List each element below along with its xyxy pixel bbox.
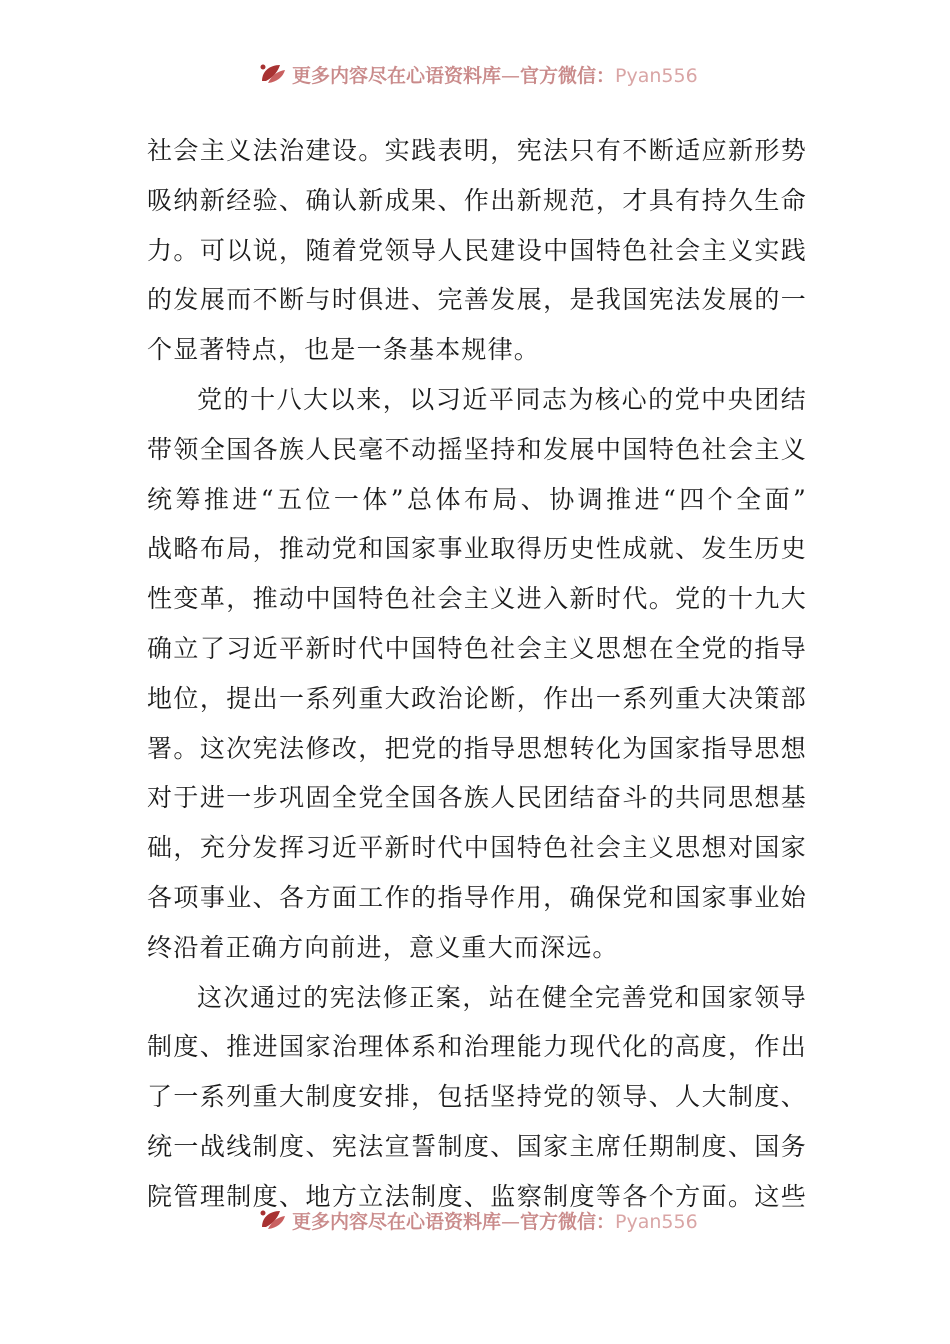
leaf-logo-icon: [258, 61, 288, 87]
text-line: 力。可以说，随着党领导人民建设中国特色社会主义实践: [147, 235, 807, 265]
watermark-id: Pyan556: [615, 1210, 698, 1233]
document-body: [147, 126, 807, 1222]
text-line: 制度、推进国家治理体系和治理能力现代化的高度，作出: [147, 1032, 807, 1062]
footer-watermark: [258, 1206, 698, 1234]
text-line: 终沿着正确方向前进，意义重大而深远。: [147, 932, 619, 962]
leaf-logo-icon: [258, 1207, 288, 1233]
text-line: 础，充分发挥习近平新时代中国特色社会主义思想对国家: [147, 833, 807, 863]
paragraph-start-line: 这次通过的宪法修正案，站在健全完善党和国家领导: [197, 982, 807, 1012]
text-line: 个显著特点，也是一条基本规律。: [147, 335, 541, 365]
watermark-separator: —: [501, 1210, 521, 1233]
text-line: 了一系列重大制度安排，包括坚持党的领导、人大制度、: [147, 1082, 807, 1112]
watermark-text: [292, 61, 698, 88]
text-line: 吸纳新经验、确认新成果、作出新规范，才具有持久生命: [147, 185, 807, 215]
text-line: 社会主义法治建设。实践表明，宪法只有不断适应新形势: [147, 136, 807, 165]
text-line: 带领全国各族人民毫不动摇坚持和发展中国特色社会主义: [147, 434, 807, 464]
watermark-suffix: 官方微信：: [520, 1210, 616, 1233]
watermark-text: [292, 1207, 698, 1234]
header-watermark: [258, 60, 698, 88]
text-line: 统一战线制度、宪法宣誓制度、国家主席任期制度、国务: [147, 1131, 807, 1161]
text-line: 确立了习近平新时代中国特色社会主义思想在全党的指导: [147, 633, 807, 663]
text-line: 院管理制度、地方立法制度、监察制度等各个方面。这些: [147, 1181, 807, 1211]
text-line: 地位，提出一系列重大政治论断，作出一系列重大决策部: [147, 683, 807, 713]
watermark-suffix: 官方微信：: [520, 64, 616, 87]
text-line: 性变革，推动中国特色社会主义进入新时代。党的十九大: [147, 584, 807, 614]
text-line: 统筹推进“五位一体”总体布局、协调推进“四个全面”: [147, 484, 807, 514]
watermark-title: 更多内容尽在心语资料库: [292, 1210, 502, 1233]
text-line: 战略布局，推动党和国家事业取得历史性成就、发生历史: [147, 534, 807, 564]
text-line: 的发展而不断与时俱进、完善发展，是我国宪法发展的一: [147, 285, 807, 315]
watermark-separator: —: [501, 64, 521, 87]
text-line: 各项事业、各方面工作的指导作用，确保党和国家事业始: [147, 882, 807, 912]
paragraph-start-line: 党的十八大以来，以习近平同志为核心的党中央团结: [197, 384, 807, 414]
watermark-id: Pyan556: [615, 64, 698, 87]
text-line: 对于进一步巩固全党全国各族人民团结奋斗的共同思想基: [147, 783, 807, 813]
watermark-title: 更多内容尽在心语资料库: [292, 64, 502, 87]
text-line: 署。这次宪法修改，把党的指导思想转化为国家指导思想: [147, 733, 807, 763]
